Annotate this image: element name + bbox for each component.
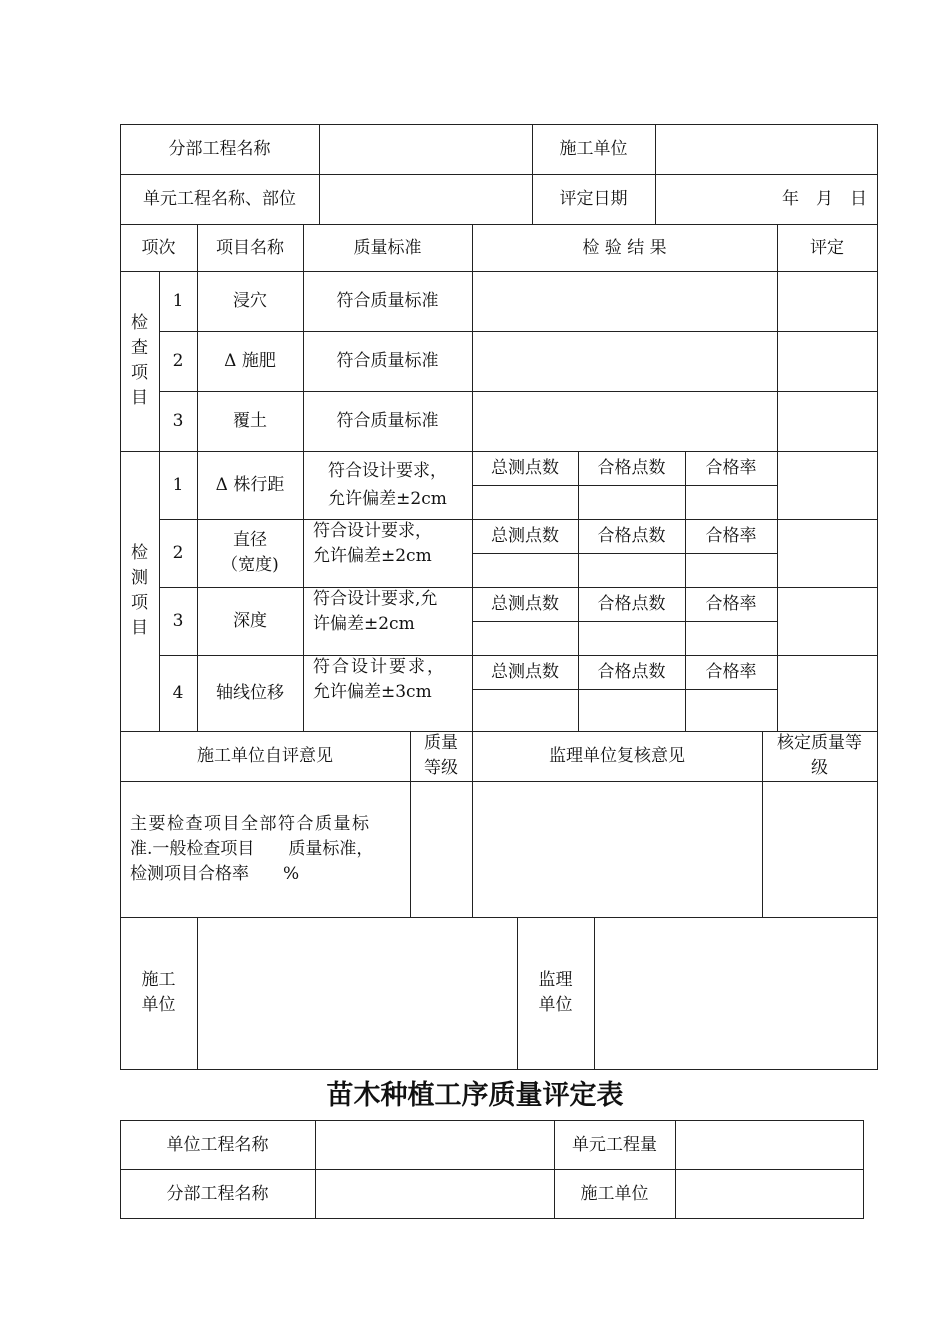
standard-line: 符合设计要求， xyxy=(313,521,432,541)
sub-header-passed-points: 合格点数 xyxy=(597,526,666,546)
contractor-label: 施工单位 xyxy=(580,1183,649,1204)
form1-col xyxy=(594,917,595,1069)
sub-header-pass-rate: 合格率 xyxy=(705,458,757,478)
sub-rule xyxy=(472,689,777,690)
sub-header-pass-rate: 合格率 xyxy=(705,662,757,682)
measurement-group-label xyxy=(120,451,159,731)
col-item-header: 项目名称 xyxy=(216,237,284,258)
measurement-row-no: 2 xyxy=(172,543,184,563)
unit-project-label: 单元工程名称、部位 xyxy=(143,189,296,209)
final-grade-label xyxy=(762,731,877,781)
inspection-row-name: Δ 施肥 xyxy=(224,351,276,371)
measurement-row-name: 深度 xyxy=(233,611,267,631)
measurement-row-standard xyxy=(303,519,472,587)
self-eval-line: 主要检查项目全部符合质量标 xyxy=(130,813,371,834)
self-eval-label: 施工单位自评意见 xyxy=(197,746,333,766)
sub-header-pass-rate: 合格率 xyxy=(705,526,757,546)
col-result-header: 检 验 结 果 xyxy=(582,237,667,258)
eval-date-label: 评定日期 xyxy=(559,189,628,209)
inspection-row-name: 浸穴 xyxy=(233,291,267,311)
measurement-row-name: 轴线位移 xyxy=(216,683,284,703)
col-seq-header: 项次 xyxy=(141,237,176,258)
form2-border-right xyxy=(863,1120,864,1219)
sub-header-passed-points: 合格点数 xyxy=(597,662,666,682)
group-char: 目 xyxy=(131,388,148,408)
standard-line: 符合设计要求,允 xyxy=(313,589,438,609)
label-line: 等级 xyxy=(424,758,458,778)
sub-header-passed-points: 合格点数 xyxy=(597,594,666,614)
label-line: 核定质量等 xyxy=(777,733,862,753)
standard-line: 允许偏差±3cm xyxy=(313,682,432,702)
form1-col xyxy=(319,124,320,224)
self-eval-line: 检测项目合格率 % xyxy=(130,863,300,884)
standard-line: 许偏差±2cm xyxy=(313,614,415,634)
inspection-row-standard: 符合质量标准 xyxy=(336,411,439,431)
contractor-label: 施工单位 xyxy=(559,139,628,159)
name-line: （宽度) xyxy=(221,555,279,575)
group-char: 检 xyxy=(131,543,148,563)
inspection-row-no: 2 xyxy=(172,351,184,371)
inspection-row-no: 1 xyxy=(172,291,184,311)
supervisor-review-label: 监理单位复核意见 xyxy=(549,746,685,766)
sub-rule xyxy=(472,553,777,554)
form1-border-bottom xyxy=(120,1069,878,1070)
self-eval-line: 准.一般检查项目 质量标准， xyxy=(130,838,374,859)
standard-line: 符合设计要求， xyxy=(328,461,447,481)
quality-grade-label xyxy=(410,731,472,781)
sub-rule xyxy=(472,485,777,486)
unit-project-name-label: 单位工程名称 xyxy=(166,1134,269,1155)
name-line: 直径 xyxy=(233,530,267,550)
form1-col xyxy=(777,224,778,731)
standard-line: 符合设计要求， xyxy=(313,657,446,677)
form2-col xyxy=(675,1120,676,1219)
measurement-row-name xyxy=(197,519,303,587)
label-line: 施工 xyxy=(141,970,176,990)
form-title: 苗木种植工序质量评定表 xyxy=(326,1080,624,1111)
group-char: 测 xyxy=(131,568,148,588)
eval-date-value: 年 月 日 xyxy=(782,189,867,209)
sub-header-total-points: 总测点数 xyxy=(491,458,559,478)
group-char: 查 xyxy=(131,338,148,358)
measurement-row-standard xyxy=(303,655,472,731)
contractor-signature-label xyxy=(120,917,197,1069)
sub-header-total-points: 总测点数 xyxy=(491,526,559,546)
inspection-row-no: 3 xyxy=(172,411,184,431)
col-standard-header: 质量标准 xyxy=(353,237,422,258)
measurement-row-no: 4 xyxy=(172,683,184,703)
form1-col xyxy=(197,917,198,1069)
measurement-row-name: Δ 株行距 xyxy=(215,475,285,495)
measurement-row-standard xyxy=(303,587,472,655)
sub-header-pass-rate: 合格率 xyxy=(705,594,757,614)
division-name-label: 分部工程名称 xyxy=(168,139,271,159)
form2-border-bottom xyxy=(120,1218,864,1219)
sub-header-total-points: 总测点数 xyxy=(491,594,559,614)
measurement-row-standard xyxy=(303,451,472,519)
sub-header-passed-points: 合格点数 xyxy=(597,458,666,478)
form1-border-right xyxy=(877,124,878,1070)
group-char: 项 xyxy=(131,363,148,383)
measurement-row-no: 1 xyxy=(172,475,184,495)
label-line: 单位 xyxy=(538,995,573,1015)
sub-rule xyxy=(472,621,777,622)
label-line: 单位 xyxy=(141,995,176,1015)
inspection-group-label xyxy=(120,271,159,451)
col-rating-header: 评定 xyxy=(810,237,844,258)
standard-line: 允许偏差±2cm xyxy=(313,546,432,566)
inspection-row-standard: 符合质量标准 xyxy=(336,351,439,371)
form1-rule xyxy=(120,917,878,918)
unit-quantity-label: 单元工程量 xyxy=(572,1134,657,1155)
form2-col xyxy=(315,1120,316,1219)
self-eval-text xyxy=(120,781,410,917)
division-name-label: 分部工程名称 xyxy=(166,1183,269,1204)
label-line: 监理 xyxy=(538,970,573,990)
group-char: 目 xyxy=(131,618,148,638)
label-line: 质量 xyxy=(424,733,458,753)
inspection-row-standard: 符合质量标准 xyxy=(336,291,439,311)
measurement-row-no: 3 xyxy=(172,611,184,631)
inspection-row-name: 覆土 xyxy=(233,411,267,431)
group-char: 检 xyxy=(131,313,148,333)
supervisor-signature-label xyxy=(517,917,594,1069)
label-line: 级 xyxy=(811,758,828,778)
standard-line: 允许偏差±2cm xyxy=(328,489,447,509)
group-char: 项 xyxy=(131,593,148,613)
sub-header-total-points: 总测点数 xyxy=(491,662,559,682)
